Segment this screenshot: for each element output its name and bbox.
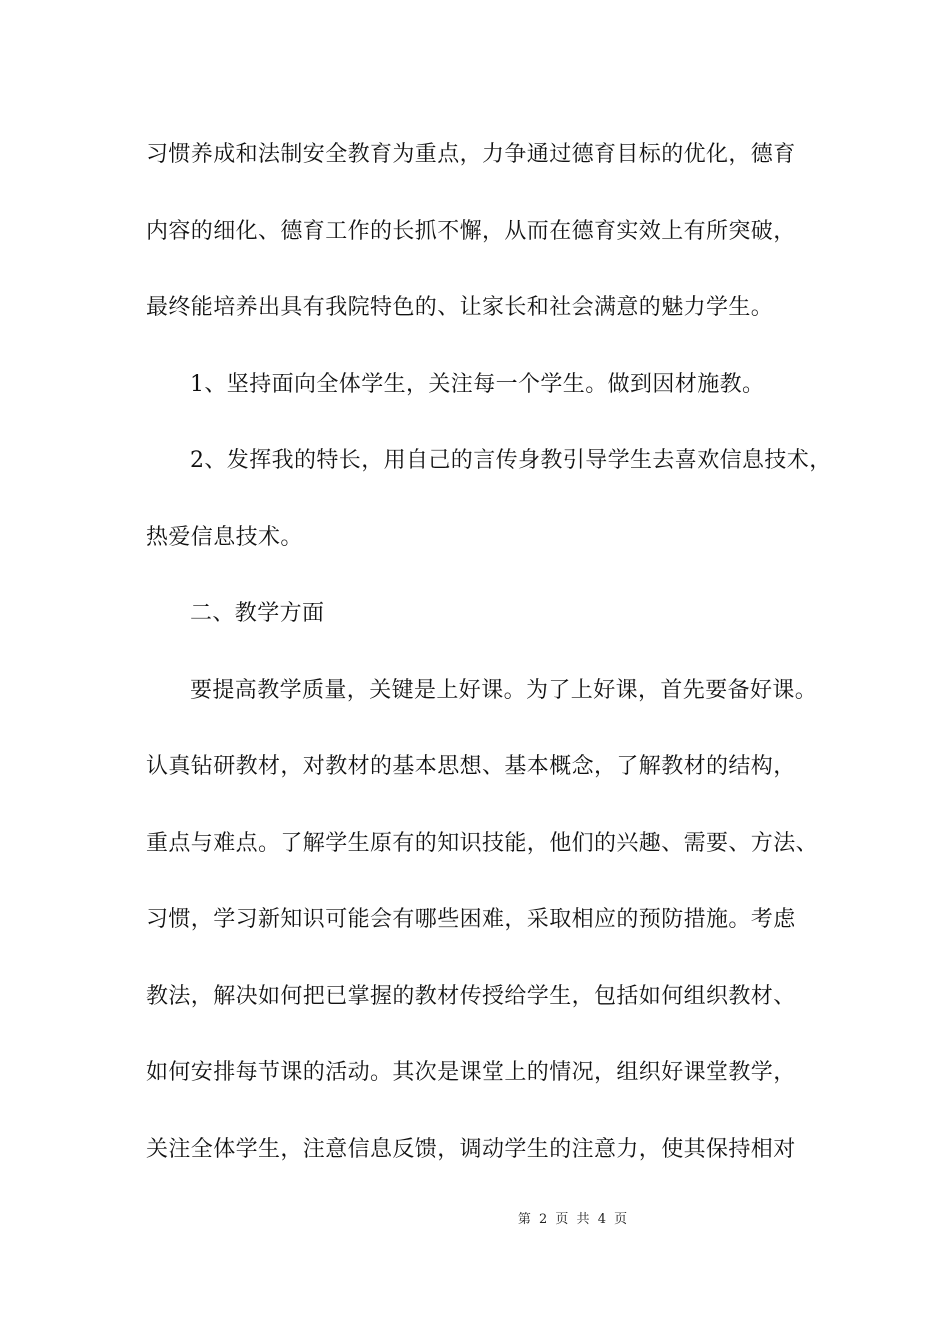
page-footer [0,1208,950,1227]
paragraph-line-3: 重点与难点。了解学生原有的知识技能，他们的兴趣、需要、方法、 [146,830,819,856]
list-item-1: 1、坚持面向全体学生，关注每一个学生。做到因材施教。 [190,371,765,397]
paragraph-line-2: 认真钻研教材，对教材的基本思想、基本概念，了解教材的结构， [146,754,796,779]
list-item-2-continuation: 热爱信息技术。 [146,524,303,550]
body-line-1: 习惯养成和法制安全教育为重点，力争通过德育目标的优化，德育 [146,142,796,167]
paragraph-line-1: 要提高教学质量，关键是上好课。为了上好课，首先要备好课。 [190,677,818,703]
paragraph-line-7: 关注全体学生，注意信息反馈，调动学生的注意力，使其保持相对 [146,1136,796,1162]
body-line-2: 内容的细化、德育工作的长抓不懈，从而在德育实效上有所突破， [146,218,796,244]
paragraph-line-5: 教法，解决如何把已掌握的教材传授给学生，包括如何组织教材、 [146,983,796,1009]
document-body [146,136,836,1207]
page-indicator: 第 2 页 共 4 页 [517,1212,628,1227]
body-line-3: 最终能培养出具有我院特色的、让家长和社会满意的魅力学生。 [146,295,774,320]
paragraph-line-6: 如何安排每节课的活动。其次是课堂上的情况，组织好课堂教学， [146,1060,796,1085]
list-item-2: 2、发挥我的特长，用自己的言传身教引导学生去喜欢信息技术， [190,448,832,473]
section-heading-teaching: 二、教学方面 [190,601,325,626]
paragraph-line-4: 习惯，学习新知识可能会有哪些困难，采取相应的预防措施。考虑 [146,907,796,932]
